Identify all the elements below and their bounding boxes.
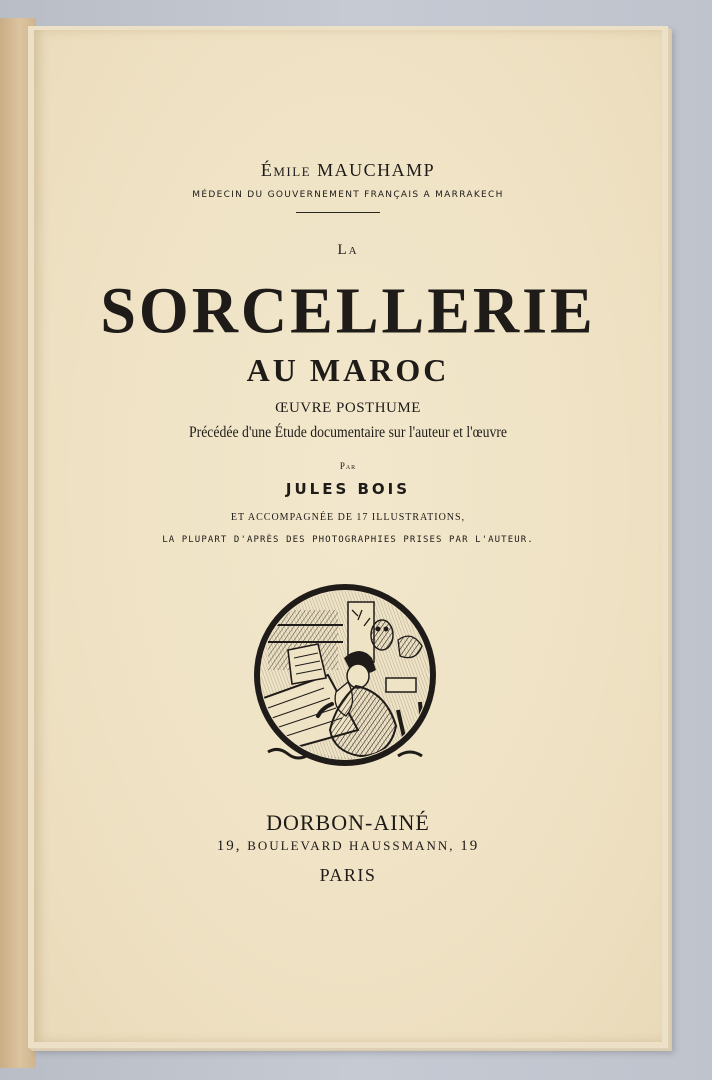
- title-article: La: [337, 242, 359, 258]
- address-street: BOULEVARD HAUSSMANN,: [247, 838, 455, 853]
- publisher-address: [34, 838, 662, 855]
- illustrations-line: ET ACCOMPAGNÉE DE 17 ILLUSTRATIONS,: [230, 512, 466, 523]
- publisher-name: DORBON-AINÉ: [266, 810, 430, 835]
- by-label: Par: [339, 461, 357, 471]
- publisher-city: PARIS: [319, 865, 377, 885]
- divider-rule: [296, 212, 380, 213]
- address-number-right: 19: [460, 838, 480, 854]
- author-name: [34, 160, 662, 181]
- title-page: [34, 30, 662, 1042]
- preface-author: JULES BOIS: [285, 480, 411, 498]
- scholar-reading-engraving-icon: [248, 580, 442, 774]
- illustrations-source: LA PLUPART D'APRÈS DES PHOTOGRAPHIES PRISES PAR L'AUTEUR.: [162, 535, 534, 545]
- preface-note: Précédée d'une Étude documentaire sur l'auteur et l'œuvre: [188, 424, 508, 441]
- book-subtitle: AU MAROC: [246, 352, 450, 388]
- author-surname: MAUCHAMP: [317, 160, 436, 180]
- author-prefix: Émile: [260, 160, 312, 180]
- address-number-left: 19,: [216, 838, 242, 854]
- author-role: MÉDECIN DU GOUVERNEMENT FRANÇAIS A MARRAKECH: [192, 190, 504, 200]
- book-title: SORCELLERIE: [100, 274, 596, 347]
- work-type: ŒUVRE POSTHUME: [275, 400, 421, 416]
